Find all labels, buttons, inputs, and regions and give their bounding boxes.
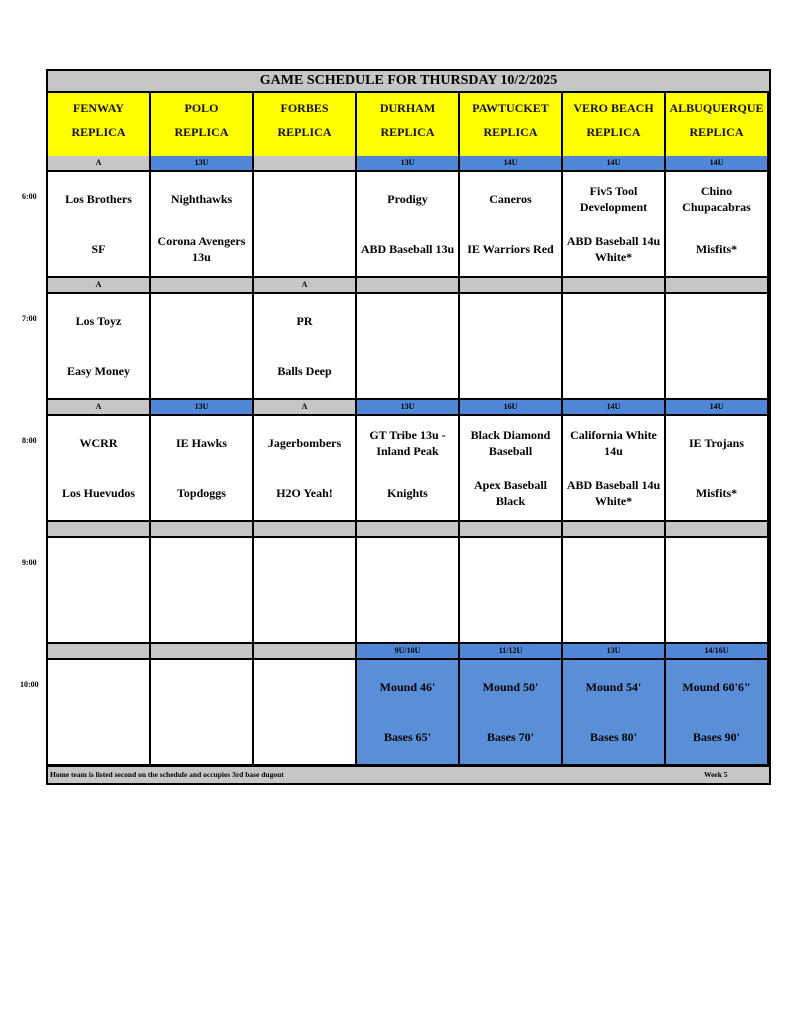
game-cell [254, 536, 357, 644]
time-slot-label: 8:00 [22, 436, 37, 445]
home-team: Misfits* [695, 486, 738, 500]
division-band: A [254, 278, 357, 292]
page-title: GAME SCHEDULE FOR THURSDAY 10/2/2025 [48, 71, 769, 93]
division-band: 11/12U [460, 644, 563, 658]
home-team: Los Huevudos [61, 486, 136, 500]
home-team: Bases 65' [383, 730, 431, 744]
home-team [668, 352, 765, 390]
away-team [359, 302, 456, 340]
field-header [357, 93, 460, 156]
home-team: ABD Baseball 14u White* [566, 478, 661, 508]
home-team [668, 596, 765, 634]
game-cell [460, 292, 563, 400]
division-band [666, 278, 769, 292]
home-team: ABD Baseball 13u [360, 242, 455, 256]
division-band [48, 522, 151, 536]
game-cell [666, 292, 769, 400]
game-cell [460, 536, 563, 644]
home-team [565, 596, 662, 634]
field-sub: REPLICA [380, 125, 435, 139]
home-team: Bases 80' [589, 730, 637, 744]
home-team: Topdoggs [177, 486, 226, 500]
home-team: Apex Baseball Black [473, 478, 547, 508]
division-band [151, 278, 254, 292]
game-cell [48, 658, 151, 766]
division-band [254, 522, 357, 536]
field-sub: REPLICA [71, 125, 126, 139]
away-team: Black Diamond Baseball [470, 428, 551, 458]
away-team: Los Toyz [75, 314, 122, 328]
division-band: 13U [357, 400, 460, 414]
game-cell [666, 414, 769, 522]
game-cell [254, 658, 357, 766]
away-team: Los Brothers [65, 192, 132, 206]
game-cell [48, 170, 151, 278]
home-team: H2O Yeah! [276, 486, 333, 500]
division-band: 14U [460, 156, 563, 170]
home-team [153, 352, 250, 390]
home-team [153, 718, 250, 756]
game-cell [563, 536, 666, 644]
away-team [668, 302, 765, 340]
field-header [563, 93, 666, 156]
game-cell [460, 414, 563, 522]
division-band: A [254, 400, 357, 414]
game-cell [48, 292, 151, 400]
division-band: 14U [563, 400, 666, 414]
game-cell [254, 170, 357, 278]
time-slot-label: 6:00 [22, 192, 37, 201]
home-team [462, 596, 559, 634]
division-band: 14U [666, 400, 769, 414]
game-cell [357, 658, 460, 766]
away-team: Chino Chupacabras [682, 184, 751, 214]
field-sub: REPLICA [483, 125, 538, 139]
field-header [151, 93, 254, 156]
game-cell [666, 536, 769, 644]
away-team: California White 14u [570, 428, 657, 458]
away-team: GT Tribe 13u - Inland Peak [369, 428, 446, 458]
game-cell [48, 536, 151, 644]
division-band: 16U [460, 400, 563, 414]
home-team: Easy Money [67, 364, 130, 378]
away-team [462, 546, 559, 584]
field-name: ALBUQUERQUE [669, 101, 764, 115]
game-cell [151, 292, 254, 400]
field-header [460, 93, 563, 156]
game-cell [563, 170, 666, 278]
game-cell [254, 414, 357, 522]
away-team: Jagerbombers [267, 436, 342, 450]
away-team [153, 546, 250, 584]
game-cell [357, 414, 460, 522]
game-cell [563, 414, 666, 522]
away-team [256, 546, 353, 584]
away-team [668, 546, 765, 584]
home-team [256, 718, 353, 756]
away-team: PR [296, 314, 313, 328]
schedule-table [46, 69, 771, 785]
home-team: Misfits* [695, 242, 738, 256]
division-band [254, 644, 357, 658]
game-cell [357, 170, 460, 278]
division-band: A [48, 400, 151, 414]
division-band [357, 522, 460, 536]
home-team: Knights [387, 486, 428, 500]
game-cell [151, 170, 254, 278]
game-cell [666, 658, 769, 766]
field-sub: REPLICA [689, 125, 744, 139]
away-team: Caneros [489, 192, 532, 206]
home-team [565, 352, 662, 390]
field-header [48, 93, 151, 156]
away-team [462, 302, 559, 340]
field-header [666, 93, 769, 156]
away-team: Mound 46' [379, 680, 436, 694]
division-band [460, 278, 563, 292]
game-cell [666, 170, 769, 278]
footer-note: Home team is listed second on the schedule and occupies 3rd base dugout [50, 770, 284, 779]
field-name: FORBES [280, 101, 329, 115]
home-team [359, 352, 456, 390]
field-name: DURHAM [379, 101, 436, 115]
home-team [256, 230, 353, 268]
game-cell [460, 658, 563, 766]
division-band [357, 278, 460, 292]
game-cell [151, 536, 254, 644]
home-team [256, 596, 353, 634]
game-cell [563, 292, 666, 400]
away-team [256, 668, 353, 706]
field-name: PAWTUCKET [472, 101, 549, 115]
field-header [254, 93, 357, 156]
field-sub: REPLICA [277, 125, 332, 139]
away-team [50, 546, 147, 584]
footer-bar [48, 765, 769, 783]
home-team [153, 596, 250, 634]
away-team: IE Hawks [175, 436, 228, 450]
away-team [256, 180, 353, 218]
away-team [153, 302, 250, 340]
away-team [565, 546, 662, 584]
division-band: 9U/10U [357, 644, 460, 658]
division-band: 13U [151, 400, 254, 414]
home-team [50, 718, 147, 756]
field-name: VERO BEACH [573, 101, 654, 115]
division-band [48, 644, 151, 658]
week-label: Week 5 [704, 770, 728, 779]
away-team: Mound 54' [585, 680, 642, 694]
time-slot-label: 7:00 [22, 314, 37, 323]
division-band [666, 522, 769, 536]
field-sub: REPLICA [586, 125, 641, 139]
game-cell [563, 658, 666, 766]
home-team: Balls Deep [277, 364, 332, 378]
game-cell [151, 658, 254, 766]
home-team: SF [91, 242, 106, 256]
time-slot-label: 9:00 [22, 558, 37, 567]
division-band [460, 522, 563, 536]
division-band: 13U [357, 156, 460, 170]
game-cell [357, 292, 460, 400]
home-team: IE Warriors Red [467, 242, 554, 256]
game-cell [460, 170, 563, 278]
home-team [462, 352, 559, 390]
division-band: 14U [563, 156, 666, 170]
field-name: POLO [184, 101, 219, 115]
game-cell [151, 414, 254, 522]
away-team [359, 546, 456, 584]
game-cell [254, 292, 357, 400]
home-team [50, 596, 147, 634]
away-team: WCRR [79, 436, 118, 450]
division-band: 13U [563, 644, 666, 658]
away-team [153, 668, 250, 706]
division-band: A [48, 156, 151, 170]
division-band: A [48, 278, 151, 292]
away-team [50, 668, 147, 706]
home-team: ABD Baseball 14u White* [566, 234, 661, 264]
time-slot-label: 10:00 [20, 680, 39, 689]
division-band [563, 522, 666, 536]
division-band [563, 278, 666, 292]
away-team [565, 302, 662, 340]
division-band [151, 522, 254, 536]
away-team: Fiv5 Tool Development [579, 184, 648, 214]
home-team: Bases 70' [486, 730, 534, 744]
home-team: Bases 90' [692, 730, 740, 744]
away-team: Mound 60'6" [682, 680, 751, 694]
home-team: Corona Avengers 13u [157, 234, 246, 264]
away-team: Nighthawks [170, 192, 233, 206]
game-cell [357, 536, 460, 644]
field-sub: REPLICA [174, 125, 229, 139]
away-team: IE Trojans [688, 436, 745, 450]
division-band: 14U [666, 156, 769, 170]
away-team: Prodigy [387, 192, 428, 206]
home-team [359, 596, 456, 634]
division-band [254, 156, 357, 170]
division-band: 13U [151, 156, 254, 170]
division-band [151, 644, 254, 658]
game-cell [48, 414, 151, 522]
field-name: FENWAY [73, 101, 124, 115]
division-band: 14/16U [666, 644, 769, 658]
away-team: Mound 50' [482, 680, 539, 694]
